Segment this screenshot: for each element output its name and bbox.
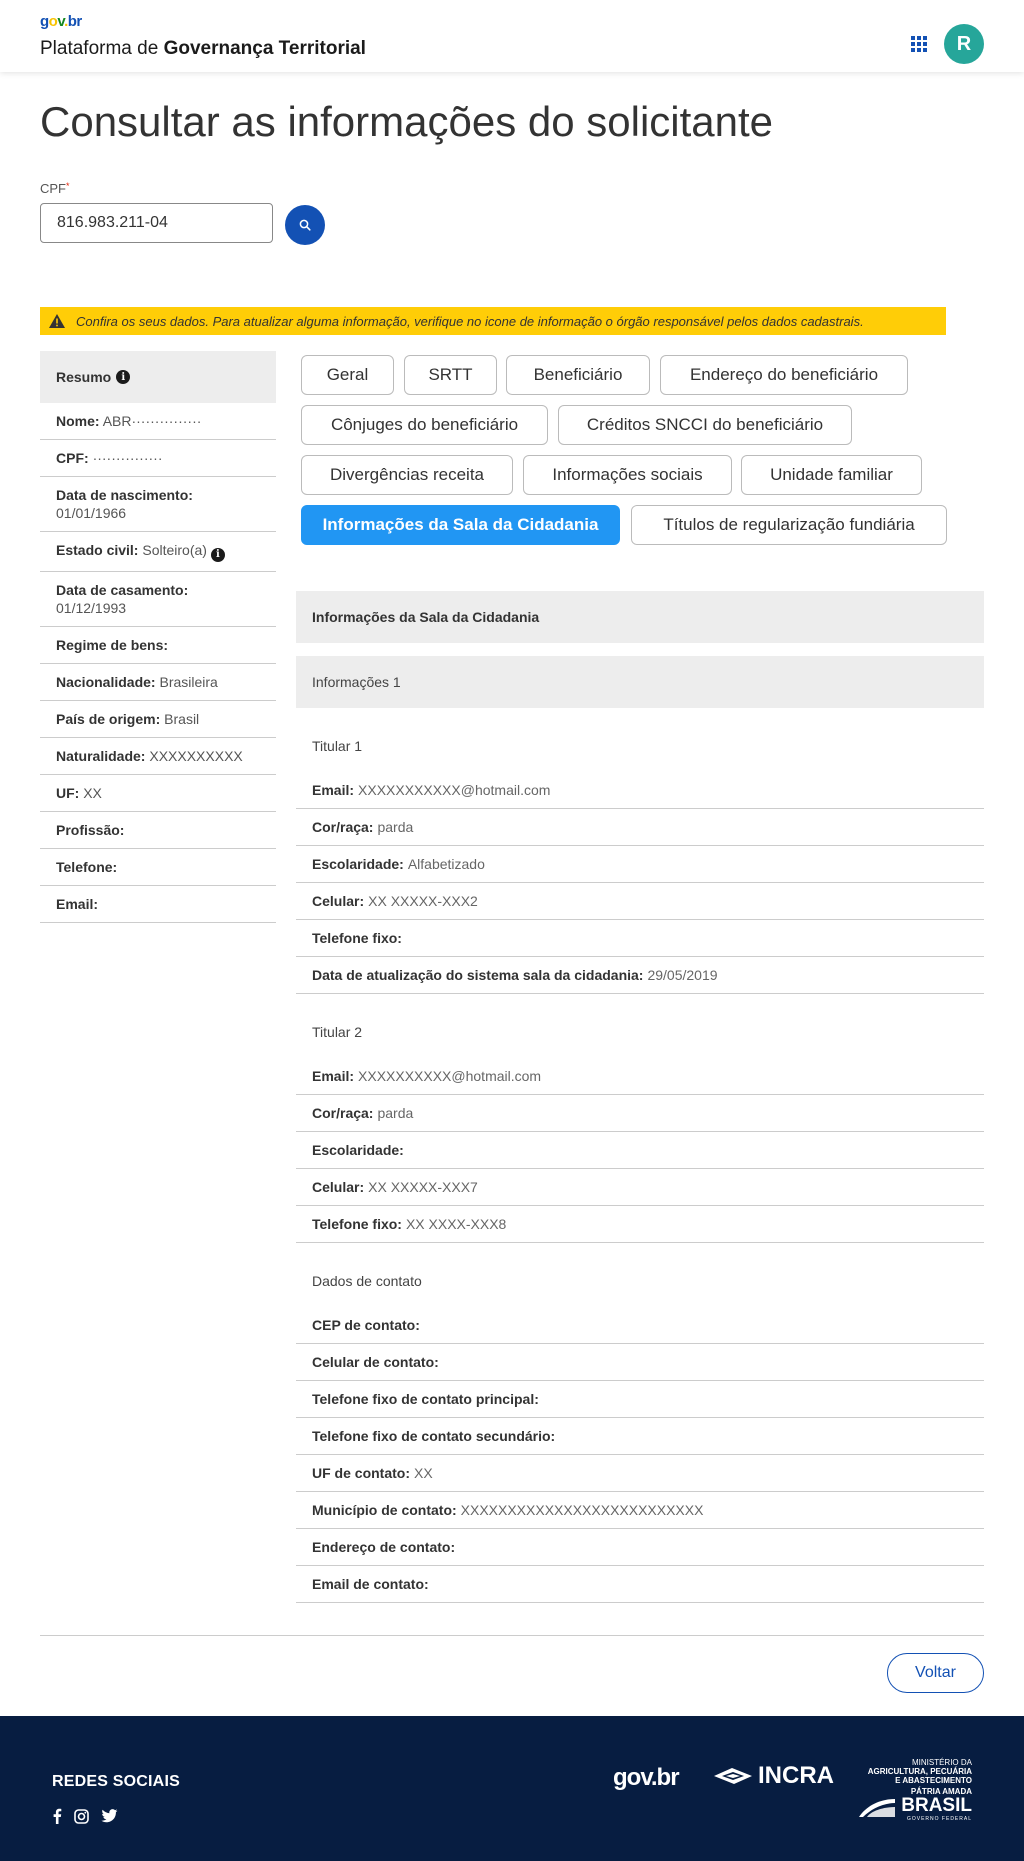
field-row: Município de contato: XXXXXXXXXXXXXXXXXXXXXXXXXX [296, 1492, 984, 1529]
govbr-footer-logo[interactable]: gov.br [613, 1764, 679, 1791]
field-row: CEP de contato: [296, 1307, 984, 1344]
logo-br: br [67, 13, 82, 30]
page-title: Consultar as informações do solicitante [40, 98, 774, 145]
field-row: Celular: XX XXXXX-XXX2 [296, 883, 984, 920]
summary-item-cpf: CPF: ··············· [40, 440, 276, 477]
tab-creditos-sncci[interactable]: Créditos SNCCI do beneficiário [558, 405, 852, 445]
logo-o: o [48, 13, 58, 30]
tab-titulos-regularizacao[interactable]: Títulos de regularização fundiária [631, 505, 947, 545]
field-row: Email de contato: [296, 1566, 984, 1603]
social-icons [52, 1808, 118, 1824]
tab-conjuges-beneficiario[interactable]: Cônjuges do beneficiário [301, 405, 548, 445]
group-title-titular-1: Titular 1 [312, 738, 363, 754]
brasil-text: BRASIL [901, 1795, 972, 1816]
tab-divergencias-receita[interactable]: Divergências receita [301, 455, 513, 495]
alert-text: Confira os seus dados. Para atualizar alguma informação, verifique no icone de informação o órgão responsável pelos dados cadastrais. [76, 313, 864, 329]
field-row: Email: XXXXXXXXXX@hotmail.com [296, 1058, 984, 1095]
field-row: Celular: XX XXXXX-XXX7 [296, 1169, 984, 1206]
summary-item-estado-civil: Estado civil: Solteiro(a) i [40, 532, 276, 572]
platform-title [40, 38, 366, 60]
summary-item-nacionalidade: Nacionalidade: Brasileira [40, 664, 276, 701]
summary-item-telefone: Telefone: [40, 849, 276, 886]
warning-icon [48, 313, 66, 329]
summary-item-email: Email: [40, 886, 276, 923]
field-row: Celular de contato: [296, 1344, 984, 1381]
field-row: Endereço de contato: [296, 1529, 984, 1566]
summary-sidebar [40, 351, 276, 923]
facebook-icon[interactable] [52, 1808, 62, 1824]
field-row: Data de atualização do sistema sala da cidadania: 29/05/2019 [296, 957, 984, 994]
tab-sala-cidadania[interactable]: Informações da Sala da Cidadania [301, 505, 620, 545]
summary-item-profissao: Profissão: [40, 812, 276, 849]
info-icon[interactable]: i [116, 370, 130, 384]
ministry-line: MINISTÉRIO DA [911, 1758, 972, 1767]
field-row: Telefone fixo: [296, 920, 984, 957]
cpf-input[interactable] [40, 203, 273, 243]
field-row: Email: XXXXXXXXXXX@hotmail.com [296, 772, 984, 809]
tab-beneficiario[interactable]: Beneficiário [506, 355, 650, 395]
platform-prefix: Plataforma de [40, 38, 164, 59]
field-row: Telefone fixo de contato principal: [296, 1381, 984, 1418]
info-icon[interactable]: i [211, 548, 225, 562]
search-icon [299, 219, 311, 231]
summary-header [40, 351, 276, 403]
cpf-label-text: CPF [40, 181, 66, 196]
summary-item-pais-origem: País de origem: Brasil [40, 701, 276, 738]
cpf-label [40, 181, 70, 196]
tab-srtt[interactable]: SRTT [404, 355, 497, 395]
logo-v: v [57, 13, 65, 30]
subsection-header: Informações 1 [296, 656, 984, 708]
summary-item-uf: UF: XX [40, 775, 276, 812]
tab-unidade-familiar[interactable]: Unidade familiar [741, 455, 922, 495]
social-title: REDES SOCIAIS [52, 1773, 180, 1790]
instagram-icon[interactable] [74, 1809, 89, 1824]
summary-item-data-casamento: Data de casamento: 01/12/1993 [40, 572, 276, 627]
field-row: Telefone fixo: XX XXXX-XXX8 [296, 1206, 984, 1243]
group-title-titular-2: Titular 2 [312, 1024, 363, 1040]
field-row: Cor/raça: parda [296, 809, 984, 846]
footer [0, 1716, 1024, 1861]
required-marker: * [66, 181, 70, 191]
incra-symbol-icon [712, 1766, 754, 1786]
field-row: Cor/raça: parda [296, 1095, 984, 1132]
twitter-icon[interactable] [101, 1809, 118, 1823]
ministry-line: E ABASTECIMENTO [895, 1776, 972, 1785]
summary-item-naturalidade: Naturalidade: XXXXXXXXXX [40, 738, 276, 775]
field-row: Escolaridade: [296, 1132, 984, 1169]
tab-informacoes-sociais[interactable]: Informações sociais [523, 455, 732, 495]
summary-item-regime-bens: Regime de bens: [40, 627, 276, 664]
top-header [0, 0, 1024, 72]
field-row: Telefone fixo de contato secundário: [296, 1418, 984, 1455]
divider [40, 1635, 984, 1636]
logo-dot: . [64, 13, 68, 30]
ministry-logo[interactable] [850, 1758, 972, 1822]
slogan: PÁTRIA AMADA [910, 1787, 972, 1796]
warning-alert [40, 307, 946, 335]
incra-logo[interactable] [712, 1762, 834, 1790]
brasil-flag-icon [857, 1791, 897, 1819]
field-row: Escolaridade: Alfabetizado [296, 846, 984, 883]
platform-name: Governança Territorial [163, 38, 366, 59]
summary-item-nome: Nome: ABR··············· [40, 403, 276, 440]
tab-endereco-beneficiario[interactable]: Endereço do beneficiário [660, 355, 908, 395]
tab-content [296, 591, 984, 1603]
back-button[interactable]: Voltar [887, 1653, 984, 1693]
ministry-line: AGRICULTURA, PECUÁRIA [867, 1767, 972, 1776]
incra-text: INCRA [758, 1762, 834, 1789]
section-header: Informações da Sala da Cidadania [296, 591, 984, 643]
field-row: UF de contato: XX [296, 1455, 984, 1492]
govbr-header-logo[interactable] [40, 13, 82, 30]
apps-grid-icon[interactable] [911, 36, 927, 52]
user-avatar[interactable]: R [944, 24, 984, 64]
summary-item-data-nascimento: Data de nascimento: 01/01/1966 [40, 477, 276, 532]
gov-federal-text: GOVERNO FEDERAL [906, 1816, 972, 1822]
group-title-dados-contato: Dados de contato [312, 1273, 422, 1289]
logo-g: g [40, 13, 49, 30]
summary-title: Resumo [56, 369, 112, 385]
tab-geral[interactable]: Geral [301, 355, 394, 395]
search-button[interactable] [285, 205, 325, 245]
